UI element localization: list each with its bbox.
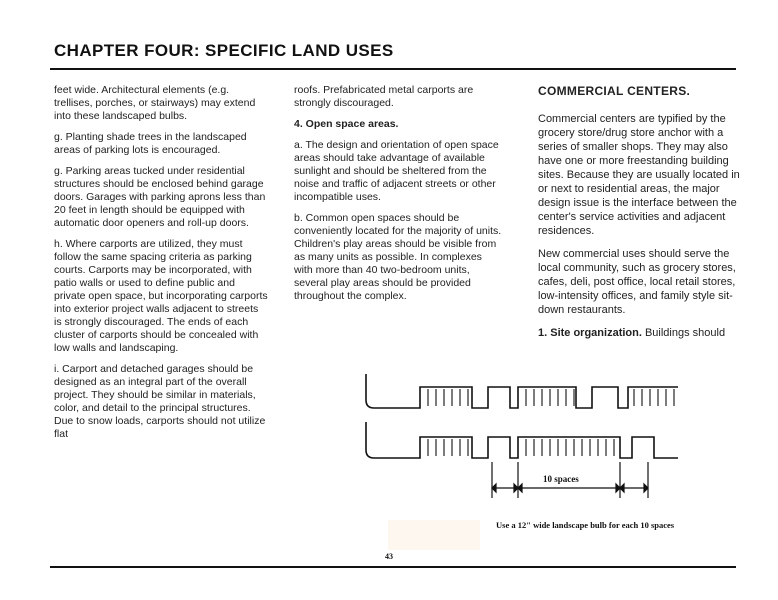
paragraph: h. Where carports are utilized, they must follow the same spacing criteria as parking courts. Carports may be incorporated, with patio walls or used to define public and private open space, but incorporating carports into exterior project walls adjacent to streets is strongly discouraged. The ends of each cluster of carports should be concealed with low walls and landscaping. [54, 238, 268, 354]
spaces-label: 10 spaces [543, 474, 579, 484]
diagram-caption: Use a 12" wide landscape bulb for each 10 spaces [496, 520, 675, 530]
paragraph: Commercial centers are typified by the grocery store/drug store anchor with a series of smaller shops. They may also have one or more freestanding building sites. Because they are usually located in or next to residential areas, the major design issue is the interface between the center's service activities and adjacent residences. [538, 113, 740, 237]
section-heading: 4. Open space areas. [294, 118, 399, 130]
scan-smudge [388, 520, 480, 550]
section-heading: COMMERCIAL CENTERS. [538, 84, 691, 98]
paragraph: New commercial uses should serve the local community, such as grocery stores, cafes, deli, post office, local retail stores, low-intensity offices, and family style sit-down restaurants. [538, 248, 736, 316]
bottom-parking-row [366, 422, 678, 458]
subsection-text: Buildings should [641, 327, 726, 339]
paragraph [538, 326, 744, 340]
top-stall-lines [428, 389, 674, 406]
top-parking-row [366, 374, 678, 408]
paragraph: a. The design and orientation of open space areas should take advantage of available sunlight and should be sheltered from the noise and traffic of adjacent streets or other incompatible uses. [294, 139, 499, 203]
paragraph: feet wide. Architectural elements (e.g. trellises, porches, or stairways) may extend into these landscaped bulbs. [54, 84, 256, 122]
header-rule [50, 68, 736, 70]
paragraph: i. Carport and detached garages should be designed as an integral part of the overall project. They should be similar in materials, color, and detail to the principal structures. Due to snow loads, carports should not utilize flat [54, 363, 266, 440]
subsection-lead: 1. Site organization. [538, 327, 642, 339]
chapter-title: CHAPTER FOUR: SPECIFIC LAND USES [54, 41, 394, 60]
column-2 [294, 84, 502, 311]
parking-diagram [362, 372, 678, 504]
column-1 [54, 84, 268, 449]
column-3 [538, 84, 744, 349]
paragraph: roofs. Prefabricated metal carports are strongly discouraged. [294, 84, 474, 109]
paragraph: g. Planting shade trees in the landscaped areas of parking lots is encouraged. [54, 131, 247, 156]
footer-rule [50, 566, 736, 568]
paragraph: g. Parking areas tucked under residential structures should be enclosed behind garage doors. Garages with parking aprons less than 20 feet in length should be equipped with automatic door openers and roll-up doors. [54, 165, 266, 229]
bottom-stall-lines [428, 439, 614, 456]
paragraph: b. Common open spaces should be conveniently located for the majority of units. Children's play areas should be visible from as many units as possible. In complexes with more than 40 two-bedroom units, several play areas should be provided throughout the complex. [294, 212, 502, 302]
page-number: 43 [385, 552, 393, 561]
